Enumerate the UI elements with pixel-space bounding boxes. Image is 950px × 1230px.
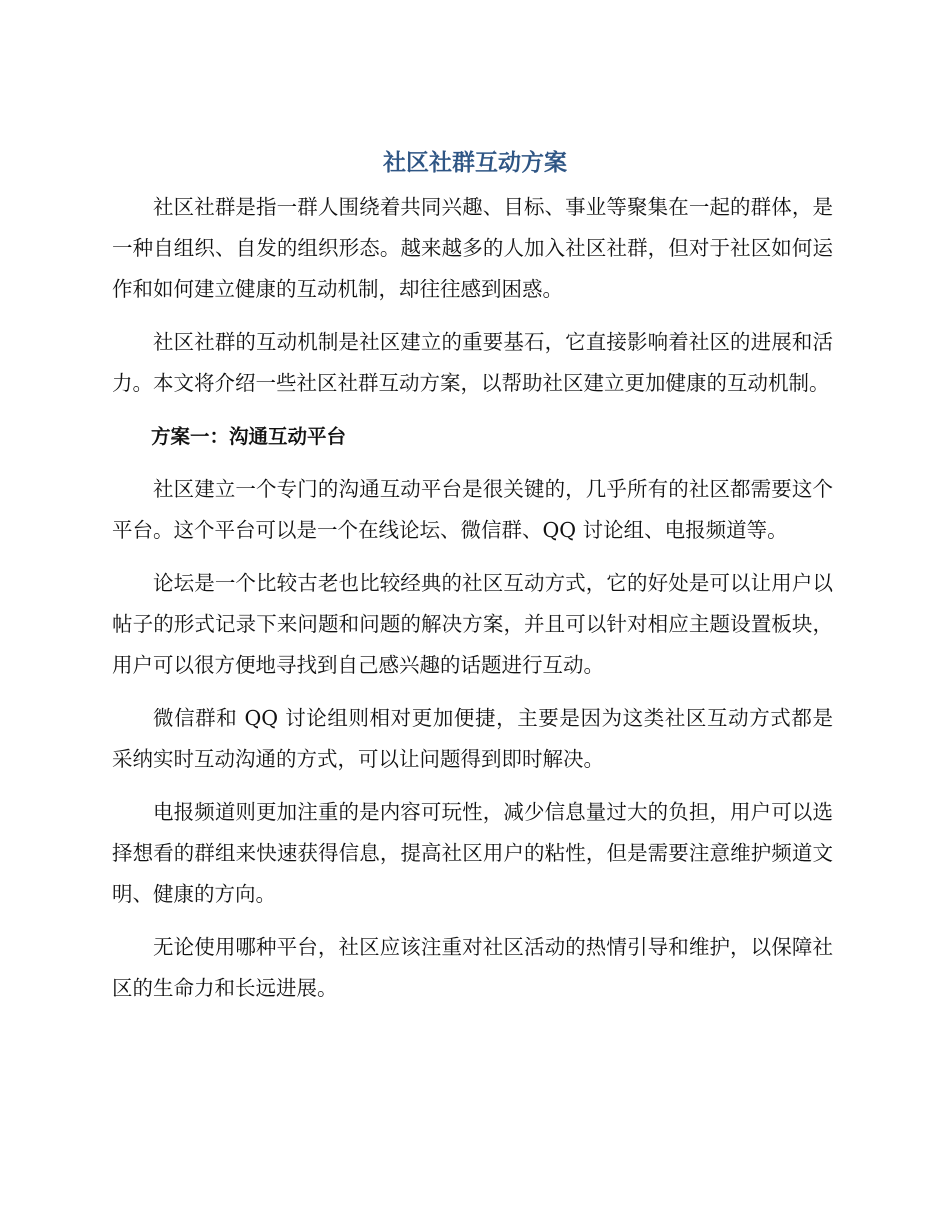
- paragraph-intro-2: 社区社群的互动机制是社区建立的重要基石，它直接影响着社区的进展和活力。本文将介绍一些社区社群互动方案，以帮助社区建立更加健康的互动机制。: [112, 330, 833, 395]
- document-title: 社区社群互动方案: [383, 150, 567, 176]
- document-body: [112, 187, 833, 1021]
- section-1-paragraph-2: 论坛是一个比较古老也比较经典的社区互动方式，它的好处是可以让用户以帖子的形式记录下来问题和问题的解决方案，并且可以针对相应主题设置板块，用户可以很方便地寻找到自己感兴趣的话题进行互动。: [112, 571, 833, 677]
- section-1-paragraph-5: 无论使用哪种平台，社区应该注重对社区活动的热情引导和维护，以保障社区的生命力和长远进展。: [112, 935, 833, 1000]
- section-1-paragraph-4: 电报频道则更加注重的是内容可玩性，减少信息量过大的负担，用户可以选择想看的群组来快速获得信息，提高社区用户的粘性，但是需要注意维护频道文明、健康的方向。: [112, 800, 833, 906]
- section-1-heading: 方案一：沟通互动平台: [151, 425, 347, 448]
- paragraph-intro-1: 社区社群是指一群人围绕着共同兴趣、目标、事业等聚集在一起的群体，是一种自组织、自发的组织形态。越来越多的人加入社区社群，但对于社区如何运作和如何建立健康的互动机制，却往往感到困惑。: [112, 195, 833, 301]
- section-1-paragraph-1: 社区建立一个专门的沟通互动平台是很关键的，几乎所有的社区都需要这个平台。这个平台可以是一个在线论坛、微信群、QQ 讨论组、电报频道等。: [112, 477, 833, 542]
- section-1-paragraph-3: 微信群和 QQ 讨论组则相对更加便捷，主要是因为这类社区互动方式都是采纳实时互动沟通的方式，可以让问题得到即时解决。: [112, 706, 833, 771]
